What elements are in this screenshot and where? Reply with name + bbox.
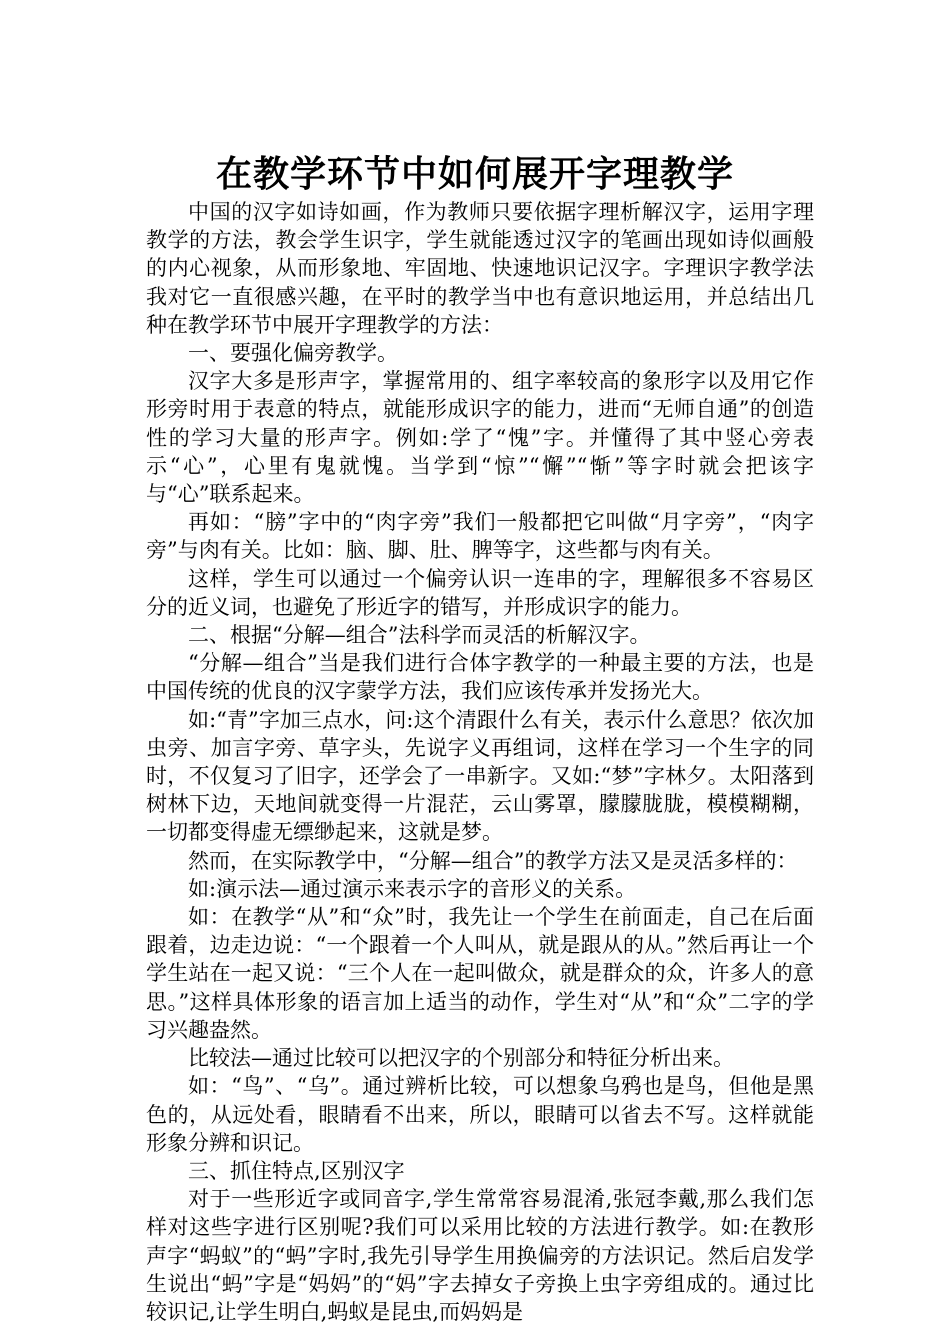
paragraph-intro: 中国的汉字如诗如画，作为教师只要依据字理析解汉字，运用字理教学的方法，教会学生识字，学生就能透过汉字的笔画出现如诗似画般的内心视象，从而形象地、牢固地、快速地识记汉字。字理识字教学法我对它一直很感兴趣，在平时的教学当中也有意识地运用，并总结出几种在教学环节中展开字理教学的方法：: [146, 200, 814, 337]
paragraph: 如：“鸟”、“乌”。通过辨析比较，可以想象乌鸦也是鸟，但他是黑色的，从远处看，眼睛看不出来，所以，眼睛可以省去不写。这样就能形象分辨和识记。: [146, 1074, 814, 1155]
section-heading-1: 一、要强化偏旁教学。: [188, 341, 398, 366]
paragraph: 然而，在实际教学中，“分解—组合”的教学方法又是灵活多样的：: [188, 848, 798, 873]
section-heading-2: 二、根据“分解—组合”法科学而灵活的析解汉字。: [188, 623, 651, 648]
paragraph: 再如：“膀”字中的“肉字旁”我们一般都把它叫做“月字旁”，“肉字旁”与肉有关。比如：脑、脚、肚、脾等字，这些都与肉有关。: [146, 510, 814, 563]
document-title: 在教学环节中如何展开字理教学: [215, 153, 734, 196]
paragraph: 如：在教学“从”和“众”时，我先让一个学生在前面走，自己在后面跟着，边走边说：“一个跟着一个人叫从，就是跟从的从。”然后再让一个学生站在一起又说：“三个人在一起叫做众，就是群众的众，许多人的意思。”这样具体形象的语言加上适当的动作，学生对“从”和“众”二字的学习兴趣盎然。: [146, 905, 814, 1042]
paragraph: 如:演示法—通过演示来表示字的音形义的关系。: [188, 876, 637, 901]
paragraph: 如:“青”字加三点水，问:这个清跟什么有关，表示什么意思？依次加虫旁、加言字旁、草字头，先说字义再组词，这样在学习一个生字的同时，不仅复习了旧字，还学会了一串新字。又如:“梦”字林夕。太阳落到树林下边，天地间就变得一片混茫，云山雾罩，朦朦胧胧，模模糊糊，一切都变得虚无缥缈起来，这就是梦。: [146, 707, 814, 845]
paragraph: 对于一些形近字或同音字,学生常常容易混淆,张冠李戴,那么我们怎样对这些字进行区别呢?我们可以采用比较的方法进行教学。如:在教形声字“蚂蚁”的“蚂”字时,我先引导学生用换偏旁的方法识记。然后启发学生说出“蚂”字是“妈妈”的“妈”字去掉女子旁换上虫字旁组成的。通过比较识记,让学生明白,蚂蚁是昆虫,而妈妈是: [146, 1187, 814, 1324]
paragraph: “分解—组合”当是我们进行合体字教学的一种最主要的方法，也是中国传统的优良的汉字蒙学方法，我们应该传承并发扬光大。: [146, 651, 814, 704]
paragraph: 汉字大多是形声字，掌握常用的、组字率较高的象形字以及用它作形旁时用于表意的特点，就能形成识字的能力，进而“无师自通”的创造性的学习大量的形声字。例如:学了“愧”字。并懂得了其中竖心旁表示“心”，心里有鬼就愧。当学到“惊”“懈”“惭”等字时就会把该字与“心”联系起来。: [146, 369, 814, 507]
paragraph: 这样，学生可以通过一个偏旁认识一连串的字，理解很多不容易区分的近义词，也避免了形近字的错写，并形成识字的能力。: [146, 566, 814, 619]
section-heading-3: 三、抓住特点,区别汉字: [188, 1158, 405, 1183]
document-body: [146, 198, 814, 1326]
paragraph: 比较法—通过比较可以把汉字的个别部分和特征分析出来。: [188, 1046, 734, 1071]
